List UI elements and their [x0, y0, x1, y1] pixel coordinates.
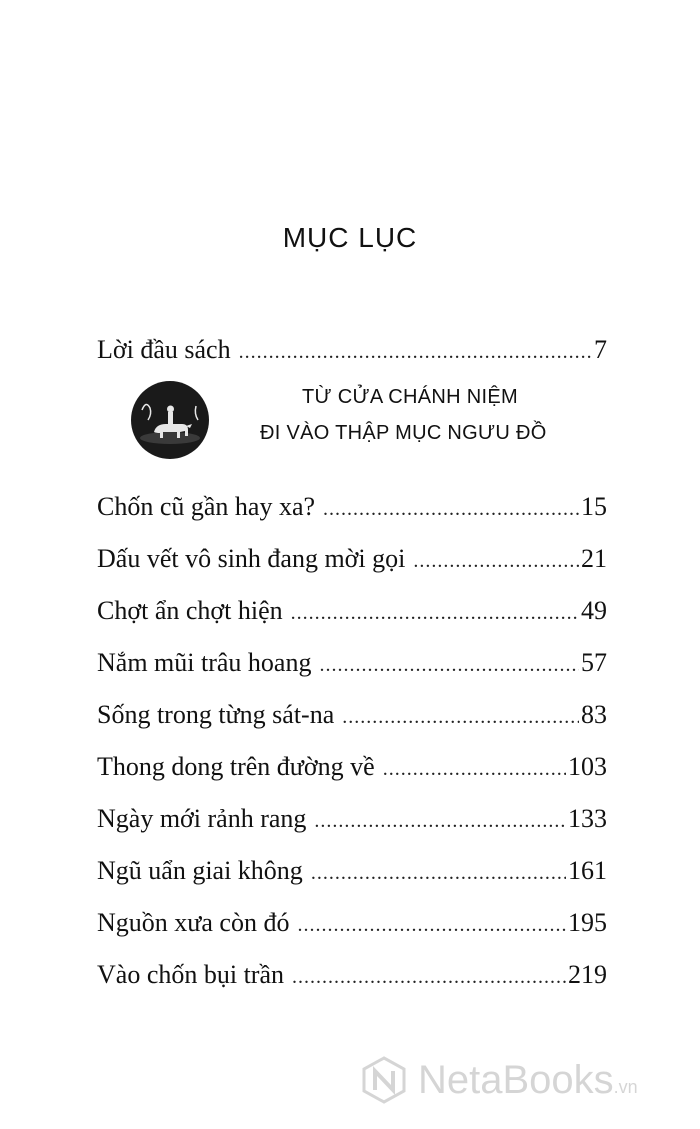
netabooks-logo-icon	[360, 1056, 408, 1104]
toc-entry[interactable]	[97, 698, 607, 732]
dot-leader	[413, 544, 579, 578]
toc-page-number: 7	[594, 335, 607, 364]
toc-page-number: 15	[581, 492, 607, 521]
toc-entry-label: Ngày mới rảnh rang	[97, 804, 307, 833]
toc-page-number: 133	[568, 804, 607, 833]
toc-page-number: 103	[568, 752, 607, 781]
toc-page-number: 49	[581, 596, 607, 625]
dot-leader	[319, 648, 579, 682]
dot-leader	[314, 804, 566, 838]
toc-entry[interactable]	[97, 802, 607, 836]
section-title-line-2: ĐI VÀO THẬP MỤC NGƯU ĐỒ	[260, 422, 547, 444]
toc-page-number: 83	[581, 700, 607, 729]
toc-entry-label: Vào chốn bụi trần	[97, 960, 285, 989]
toc-entry-label: Nắm mũi trâu hoang	[97, 648, 312, 677]
toc-entry-label: Lời đầu sách	[97, 335, 231, 364]
toc-entry[interactable]	[97, 958, 607, 992]
toc-page-number: 21	[581, 544, 607, 573]
dot-leader	[383, 752, 566, 786]
dot-leader	[292, 960, 566, 994]
dot-leader	[311, 856, 566, 890]
toc-entry[interactable]	[97, 646, 607, 680]
toc-entry-label: Thong dong trên đường về	[97, 752, 375, 781]
toc-entry-label: Ngũ uẩn giai không	[97, 856, 303, 885]
toc-entry-label: Dấu vết vô sinh đang mời gọi	[97, 544, 406, 573]
toc-entry[interactable]	[97, 542, 607, 576]
dot-leader	[239, 335, 592, 369]
dot-leader	[297, 908, 566, 942]
dot-leader	[342, 700, 579, 734]
toc-entry-label: Chốn cũ gần hay xa?	[97, 492, 316, 521]
toc-page-number: 195	[568, 908, 607, 937]
watermark-brand: NetaBooks.vn	[418, 1057, 638, 1102]
toc-entry-preface[interactable]	[97, 333, 607, 367]
toc-entry[interactable]	[97, 854, 607, 888]
watermark	[360, 1050, 690, 1110]
toc-entry[interactable]	[97, 906, 607, 940]
toc-page-number: 161	[568, 856, 607, 885]
section-title-line-1: TỪ CỬA CHÁNH NIỆM	[302, 386, 518, 408]
toc-entry-label: Chợt ẩn chợt hiện	[97, 596, 283, 625]
toc-entry-label: Nguồn xưa còn đó	[97, 908, 290, 937]
toc-page-number: 57	[581, 648, 607, 677]
toc-page-number: 219	[568, 960, 607, 989]
toc-entry-label: Sống trong từng sát-na	[97, 700, 335, 729]
toc-entry[interactable]	[97, 750, 607, 784]
dot-leader	[291, 596, 579, 630]
page-title: MỤC LỤC	[282, 222, 418, 253]
section-header	[130, 378, 580, 474]
dot-leader	[323, 492, 579, 526]
toc-entry[interactable]	[97, 490, 607, 524]
ox-herder-emblem-icon	[130, 380, 210, 460]
toc-entry[interactable]	[97, 594, 607, 628]
